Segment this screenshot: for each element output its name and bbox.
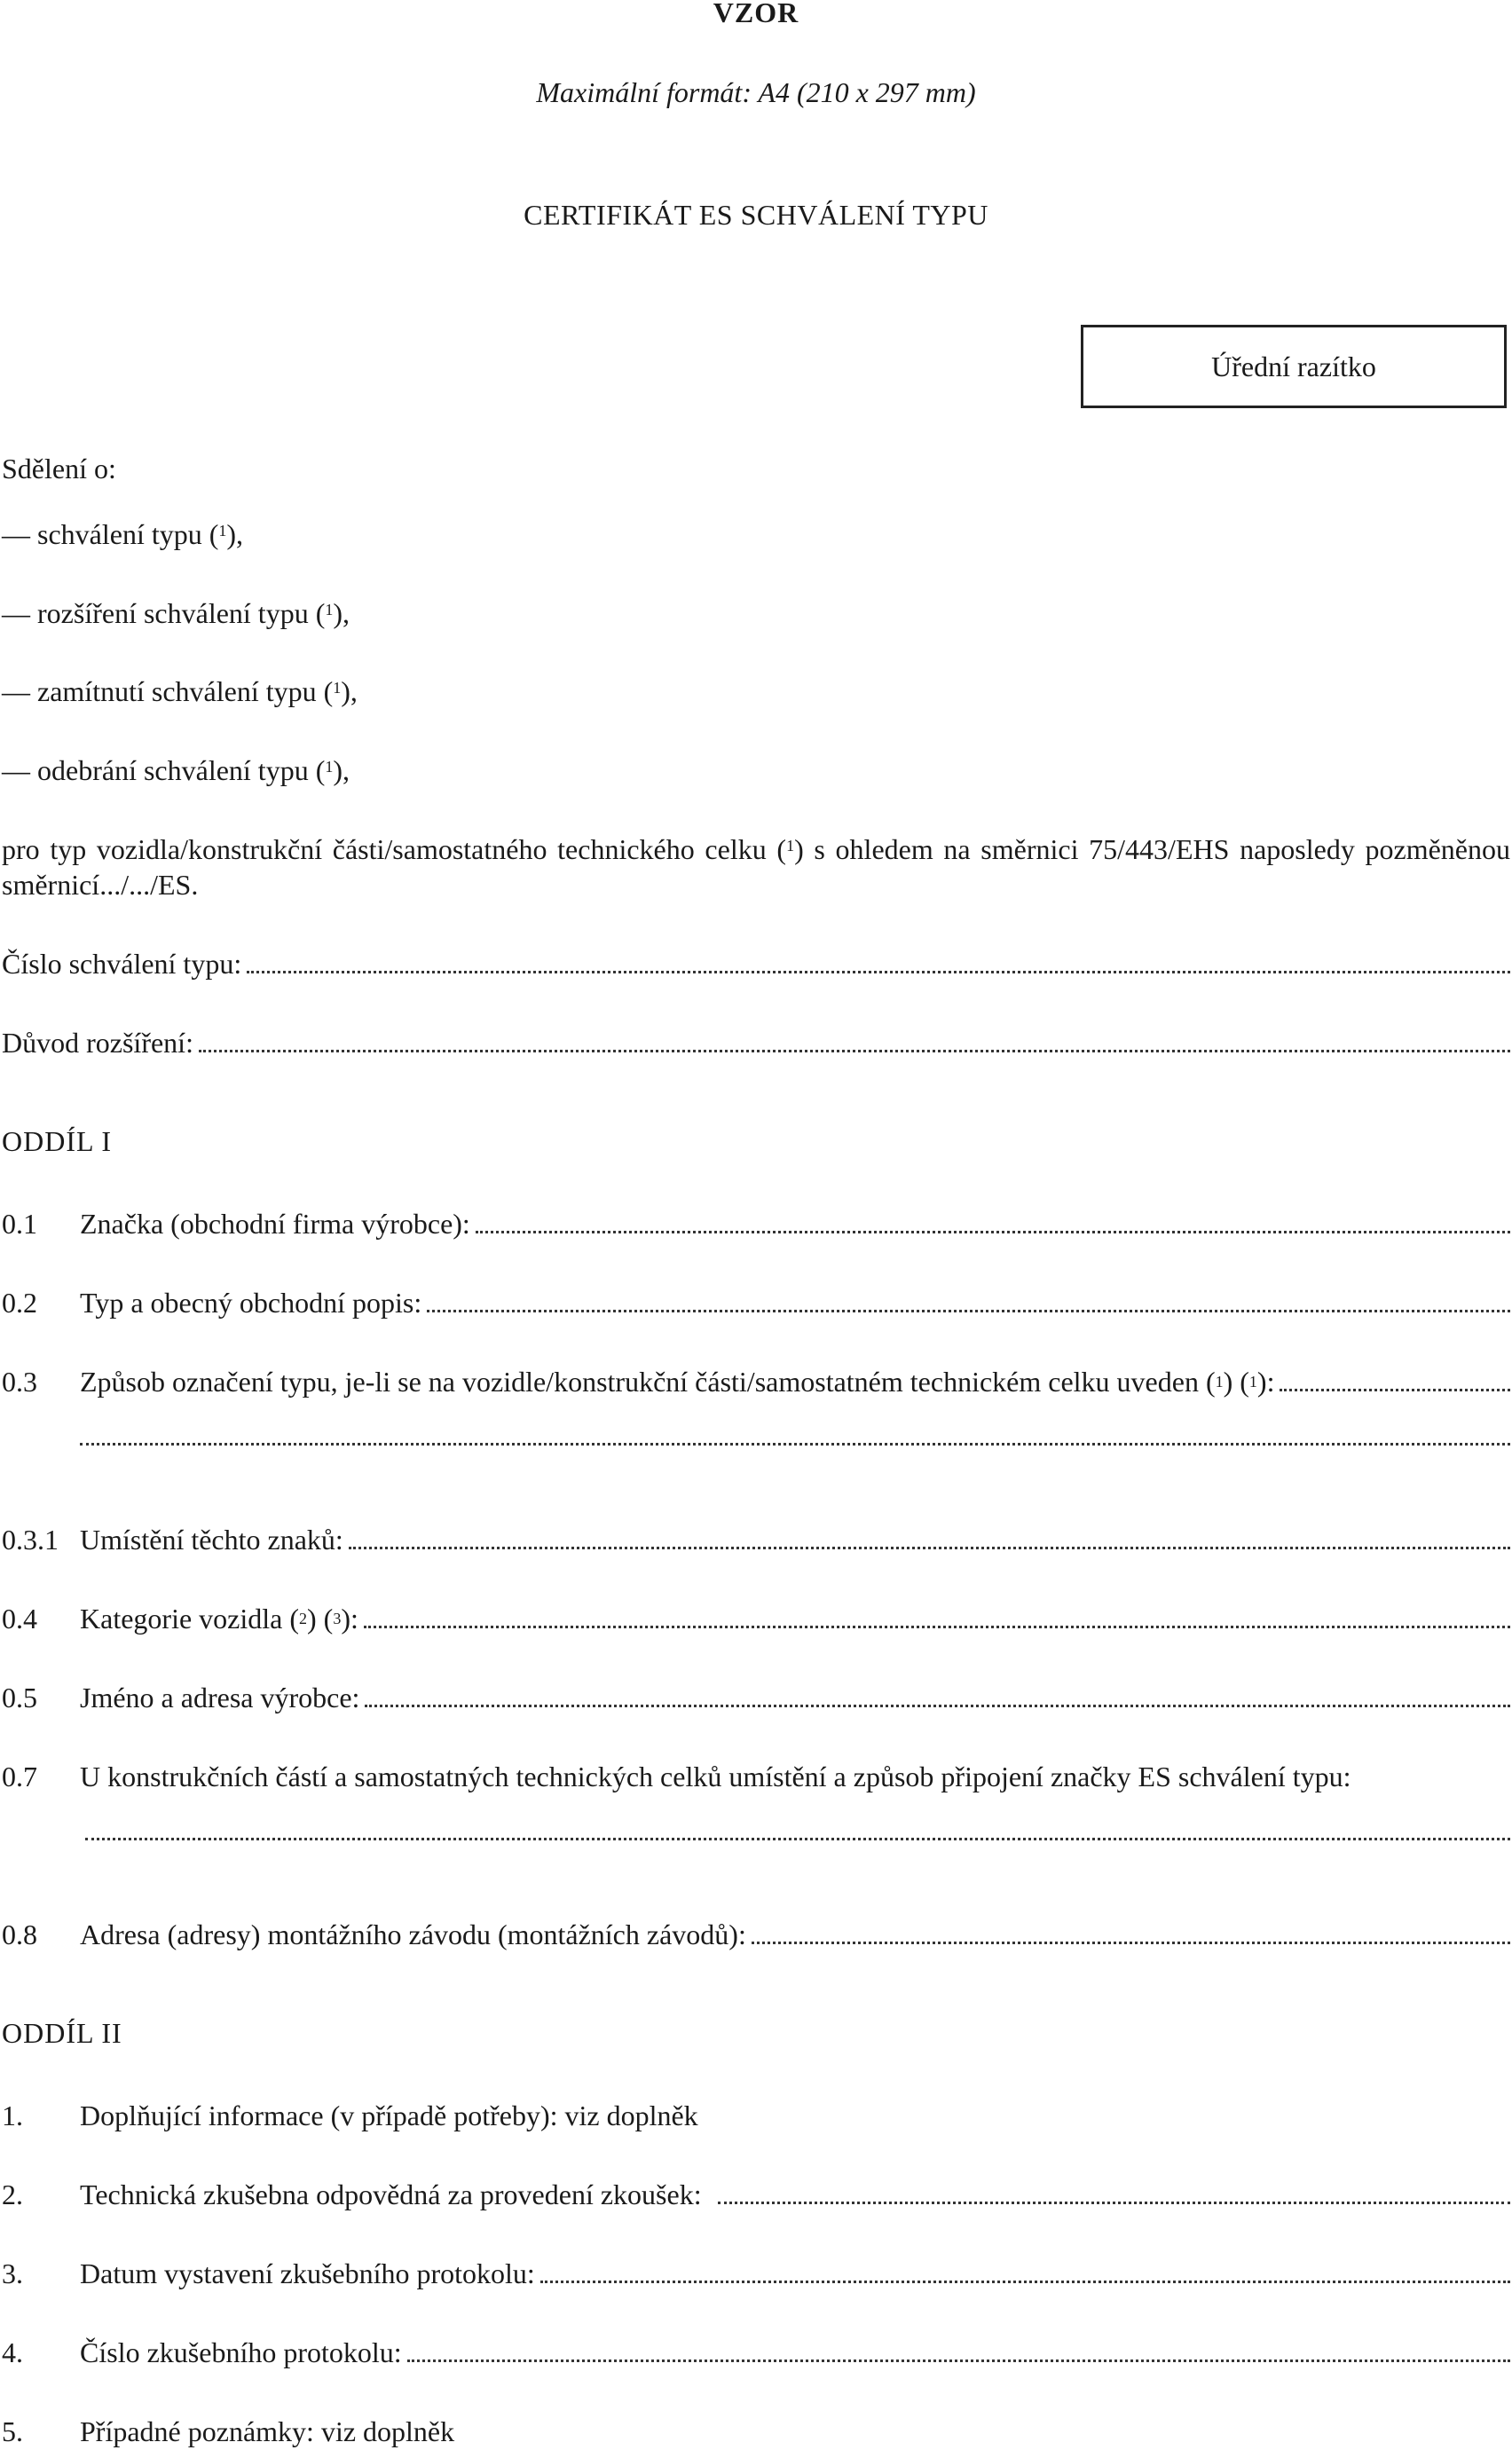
field-0-3[interactable]: 0.3 Způsob označení typu, je-li se na vozidle/konstrukční části/samostatném technickém celku uveden ( 1 ) ( 1 ):	[2, 1364, 1510, 1399]
field-0-1[interactable]: 0.1 Značka (obchodní firma výrobce):	[2, 1206, 1510, 1241]
field-2[interactable]: 2. Technická zkušebna odpovědná za provedení zkoušek:	[2, 2177, 1510, 2212]
scope-paragraph: pro typ vozidla/konstrukční části/samostatného technického celku ($^1$) s ohledem na směrnici 75/443/EHS naposledy pozměněnou směrnicí.../.../ES.	[2, 833, 1511, 901]
field-0-4[interactable]: 0.4 Kategorie vozidla ( 2 ) ( 3 ):	[2, 1601, 1510, 1636]
format-note: Maximální formát: A4 (210 x 297 mm)	[536, 76, 976, 108]
field-0-7-continuation[interactable]	[85, 1838, 1510, 1848]
field-1: 1. Doplňující informace (v případě potřeby): viz doplněk	[2, 2100, 698, 2131]
field-0-8[interactable]: 0.8 Adresa (adresy) montážního závodu (montážních závodů):	[2, 1917, 1510, 1952]
notice-item: — schválení typu ($^1$),	[2, 518, 244, 550]
field-0-5[interactable]: 0.5 Jméno a adresa výrobce:	[2, 1680, 1510, 1715]
notice-label: Sdělení o:	[2, 453, 116, 485]
field-0-2[interactable]: 0.2 Typ a obecný obchodní popis:	[2, 1285, 1510, 1320]
section-2-heading: ODDÍL II	[2, 2017, 122, 2049]
field-5: 5. Případné poznámky: viz doplněk	[2, 2415, 455, 2447]
extension-reason-field[interactable]: Důvod rozšíření:	[2, 1025, 1510, 1060]
field-0-7: 0.7 U konstrukčních částí a samostatných technických celků umístění a způsob připojení značky ES schválení typu:	[2, 1761, 1351, 1792]
notice-item: — rozšíření schválení typu ($^1$),	[2, 597, 350, 629]
field-4[interactable]: 4. Číslo zkušebního protokolu:	[2, 2335, 1510, 2370]
certificate-title: CERTIFIKÁT ES SCHVÁLENÍ TYPU	[524, 199, 988, 231]
document-title: VZOR	[713, 0, 799, 28]
field-3[interactable]: 3. Datum vystavení zkušebního protokolu:	[2, 2256, 1510, 2291]
section-1-heading: ODDÍL I	[2, 1125, 112, 1157]
stamp-label: Úřední razítko	[1211, 350, 1376, 382]
notice-item: — zamítnutí schválení typu ($^1$),	[2, 675, 358, 707]
field-0-3-continuation[interactable]	[80, 1443, 1510, 1454]
official-stamp-box	[1081, 325, 1507, 408]
approval-number-field[interactable]: Číslo schválení typu:	[2, 946, 1510, 981]
field-0-3-1[interactable]: 0.3.1 Umístění těchto znaků:	[2, 1522, 1510, 1557]
notice-item: — odebrání schválení typu ($^1$),	[2, 754, 350, 786]
